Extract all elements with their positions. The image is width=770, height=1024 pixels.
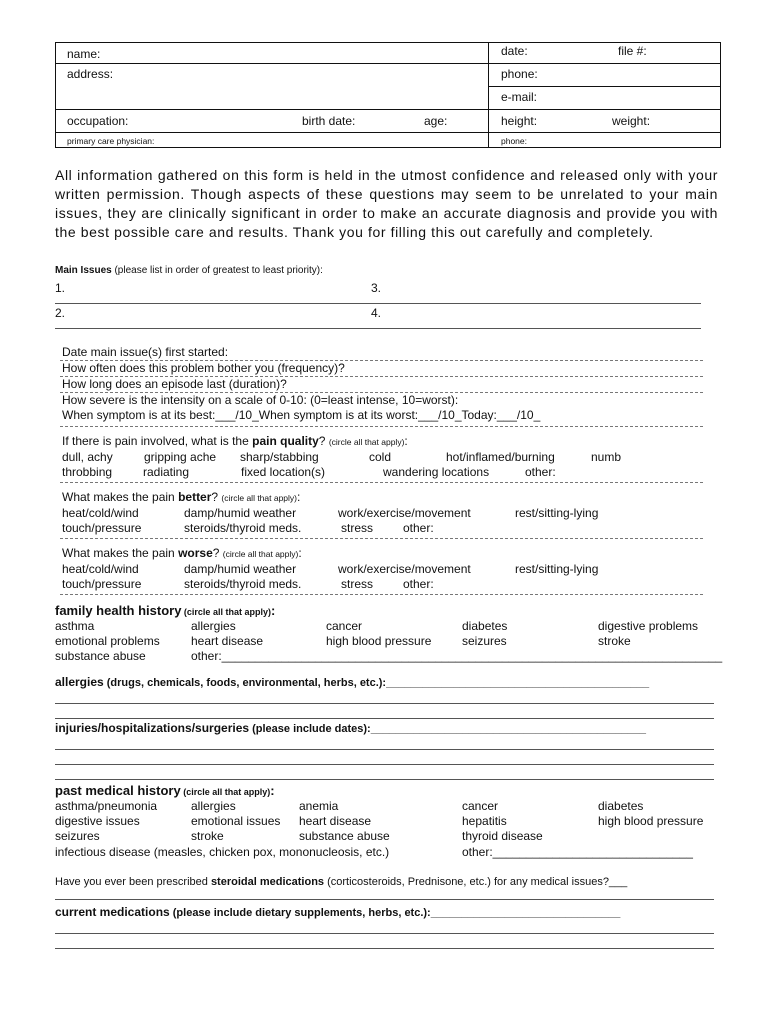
family-option[interactable]: cancer — [326, 619, 363, 633]
worse-option[interactable]: touch/pressure — [62, 577, 142, 591]
pain-worse-hint: (circle all that apply) — [222, 549, 299, 559]
answer-line — [55, 749, 714, 750]
better-option-other[interactable]: other: — [403, 521, 434, 535]
pain-worse-label: worse — [178, 546, 213, 560]
phone-field[interactable]: phone: — [501, 67, 538, 81]
row-divider — [56, 132, 720, 133]
pain-option[interactable]: fixed location(s) — [241, 465, 326, 479]
family-option[interactable]: emotional problems — [55, 634, 160, 648]
physician-field[interactable]: primary care physician: — [67, 136, 155, 146]
past-history-title: past medical history — [55, 783, 181, 798]
pain-option[interactable]: cold — [369, 450, 392, 464]
better-option[interactable]: stress — [341, 521, 374, 535]
row-divider — [56, 63, 720, 64]
past-option[interactable]: stroke — [191, 829, 224, 843]
pain-option[interactable]: radiating — [143, 465, 190, 479]
past-option[interactable]: cancer — [462, 799, 499, 813]
family-history-colon: : — [270, 603, 276, 618]
injuries-note: (please include dates):_____________________________________________ — [249, 723, 647, 735]
frequency-field[interactable]: How often does this problem bother you (frequency)? — [62, 361, 345, 375]
past-option[interactable]: infectious disease (measles, chicken pox, mononucleosis, etc.) — [55, 845, 390, 859]
birth-date-field[interactable]: birth date: — [302, 114, 356, 128]
worse-option-other[interactable]: other: — [403, 577, 434, 591]
worse-option[interactable]: damp/humid weather — [184, 562, 297, 576]
family-option[interactable]: substance abuse — [55, 649, 146, 663]
past-option-other[interactable]: other:______________________________ — [462, 845, 693, 859]
physician-phone-field[interactable]: phone: — [501, 136, 527, 146]
past-option[interactable]: thyroid disease — [462, 829, 543, 843]
past-option[interactable]: substance abuse — [299, 829, 390, 843]
better-option[interactable]: steroids/thyroid meds. — [184, 521, 302, 535]
past-option[interactable]: hepatitis — [462, 814, 507, 828]
worse-option[interactable]: steroids/thyroid meds. — [184, 577, 302, 591]
past-option[interactable]: emotional issues — [191, 814, 281, 828]
better-option[interactable]: heat/cold/wind — [62, 506, 139, 520]
pain-option[interactable]: throbbing — [62, 465, 113, 479]
past-option[interactable]: heart disease — [299, 814, 372, 828]
worse-option[interactable]: rest/sitting-lying — [515, 562, 599, 576]
name-field[interactable]: name: — [67, 47, 101, 61]
height-field[interactable]: height: — [501, 114, 538, 128]
confidentiality-statement: All information gathered on this form is held in the utmost confidence and released only with your written permission. Though aspects of these questions may seem to be unrelated to your main issues, they are clinically significant in order to make an accurate diagnosis and provide you with the best possible care and results. Thank you for filling this out carefully and completely. — [55, 167, 718, 240]
past-history-heading — [55, 783, 275, 798]
injuries-title: injuries/hospitalizations/surgeries — [55, 721, 250, 735]
duration-field[interactable]: How long does an episode last (duration)? — [62, 377, 287, 391]
past-option[interactable]: diabetes — [598, 799, 644, 813]
pain-better-colon: : — [297, 490, 301, 504]
family-option[interactable]: high blood pressure — [326, 634, 432, 648]
issue-2-field[interactable]: 2. — [55, 306, 66, 320]
pain-worse-suffix: ? — [212, 546, 223, 560]
family-history-title: family health history — [55, 603, 182, 618]
past-option[interactable]: anemia — [299, 799, 339, 813]
pain-option[interactable]: hot/inflamed/burning — [446, 450, 555, 464]
answer-line — [55, 328, 701, 329]
past-option[interactable]: seizures — [55, 829, 100, 843]
family-history-heading — [55, 603, 275, 618]
past-option[interactable]: asthma/pneumonia — [55, 799, 158, 813]
pain-option[interactable]: gripping ache — [144, 450, 217, 464]
worse-option[interactable]: heat/cold/wind — [62, 562, 139, 576]
steroidal-question[interactable] — [55, 876, 627, 888]
intensity-question: How severe is the intensity on a scale of 0-10: (0=least intense, 10=worst): — [62, 393, 459, 407]
current-medications-field[interactable] — [55, 905, 620, 919]
answer-line — [60, 426, 703, 427]
family-option[interactable]: digestive problems — [598, 619, 699, 633]
pain-option-other[interactable]: other: — [525, 465, 556, 479]
steroidal-label: steroidal medications — [210, 876, 325, 888]
main-issues-note: (please list in order of greatest to least priority): — [111, 265, 323, 276]
answer-line — [60, 594, 703, 595]
better-option[interactable]: rest/sitting-lying — [515, 506, 599, 520]
answer-line — [60, 538, 703, 539]
main-issues-heading — [55, 265, 323, 276]
date-started-field[interactable]: Date main issue(s) first started: — [62, 345, 229, 359]
address-field[interactable]: address: — [67, 67, 114, 81]
issue-1-field[interactable]: 1. — [55, 281, 66, 295]
occupation-field[interactable]: occupation: — [67, 114, 129, 128]
file-number-field[interactable]: file #: — [618, 44, 647, 58]
family-option[interactable]: diabetes — [462, 619, 508, 633]
answer-line — [55, 948, 714, 949]
pain-option[interactable]: numb — [591, 450, 622, 464]
past-option[interactable]: high blood pressure — [598, 814, 704, 828]
pain-quality-colon: : — [404, 434, 408, 448]
family-option[interactable]: heart disease — [191, 634, 264, 648]
answer-line — [55, 764, 714, 765]
answer-line — [55, 899, 714, 900]
pain-option[interactable]: dull, achy — [62, 450, 113, 464]
past-history-hint: (circle all that apply) — [180, 787, 271, 797]
answer-line — [55, 718, 714, 719]
family-option[interactable]: stroke — [598, 634, 631, 648]
age-field[interactable]: age: — [424, 114, 448, 128]
pain-quality-question — [62, 434, 408, 448]
family-option-other[interactable]: other:___________________________________________________________________________ — [191, 649, 723, 663]
worse-option[interactable]: work/exercise/movement — [338, 562, 471, 576]
allergies-note: (drugs, chemicals, foods, environmental, herbs, etc.):___________________________________________ — [103, 677, 650, 689]
pain-better-label: better — [178, 490, 212, 504]
injuries-field[interactable] — [55, 721, 646, 735]
answer-line — [55, 933, 714, 934]
intensity-scale-field[interactable]: When symptom is at its best:___/10_When symptom is at its worst:___/10_Today:___/10_ — [62, 408, 541, 422]
pain-quality-label: pain quality — [252, 434, 319, 448]
allergies-field[interactable] — [55, 675, 649, 689]
past-option[interactable]: digestive issues — [55, 814, 140, 828]
pain-better-question — [62, 490, 300, 504]
family-history-hint: (circle all that apply) — [181, 607, 271, 617]
pain-better-suffix: ? — [211, 490, 222, 504]
pain-option[interactable]: wandering locations — [383, 465, 490, 479]
answer-line — [60, 482, 703, 483]
answer-line — [55, 703, 714, 704]
main-issues-title: Main Issues — [55, 265, 112, 276]
weight-field[interactable]: weight: — [612, 114, 651, 128]
pain-quality-prefix: If there is pain involved, what is the — [62, 434, 253, 448]
issue-4-field[interactable]: 4. — [371, 306, 382, 320]
past-history-colon: : — [270, 783, 275, 798]
steroidal-suffix: (corticosteroids, Prednisone, etc.) for any medical issues?___ — [324, 876, 628, 888]
pain-better-prefix: What makes the pain — [62, 490, 179, 504]
row-divider — [488, 86, 720, 87]
row-divider — [56, 109, 720, 110]
answer-line — [55, 779, 714, 780]
family-option[interactable]: seizures — [462, 634, 507, 648]
answer-line — [55, 303, 701, 304]
issue-3-field[interactable]: 3. — [371, 281, 382, 295]
pain-worse-colon: : — [298, 546, 302, 560]
pain-quality-hint: (circle all that apply) — [328, 437, 405, 447]
patient-info-box — [55, 42, 721, 148]
steroidal-prefix: Have you ever been prescribed — [55, 876, 211, 888]
past-option[interactable]: allergies — [191, 799, 236, 813]
better-option[interactable]: work/exercise/movement — [338, 506, 471, 520]
email-field[interactable]: e-mail: — [501, 90, 538, 104]
family-option[interactable]: asthma — [55, 619, 95, 633]
date-field[interactable]: date: — [501, 44, 528, 58]
current-meds-title: current medications — [55, 905, 170, 919]
pain-quality-suffix: ? — [318, 434, 329, 448]
pain-worse-question — [62, 546, 302, 560]
better-option[interactable]: damp/humid weather — [184, 506, 297, 520]
pain-option[interactable]: sharp/stabbing — [240, 450, 319, 464]
better-option[interactable]: touch/pressure — [62, 521, 142, 535]
pain-worse-prefix: What makes the pain — [62, 546, 179, 560]
current-meds-note: (please include dietary supplements, herbs, etc.):_______________________________ — [169, 907, 621, 919]
family-option[interactable]: allergies — [191, 619, 236, 633]
pain-better-hint: (circle all that apply) — [221, 493, 298, 503]
worse-option[interactable]: stress — [341, 577, 374, 591]
allergies-title: allergies — [55, 675, 104, 689]
